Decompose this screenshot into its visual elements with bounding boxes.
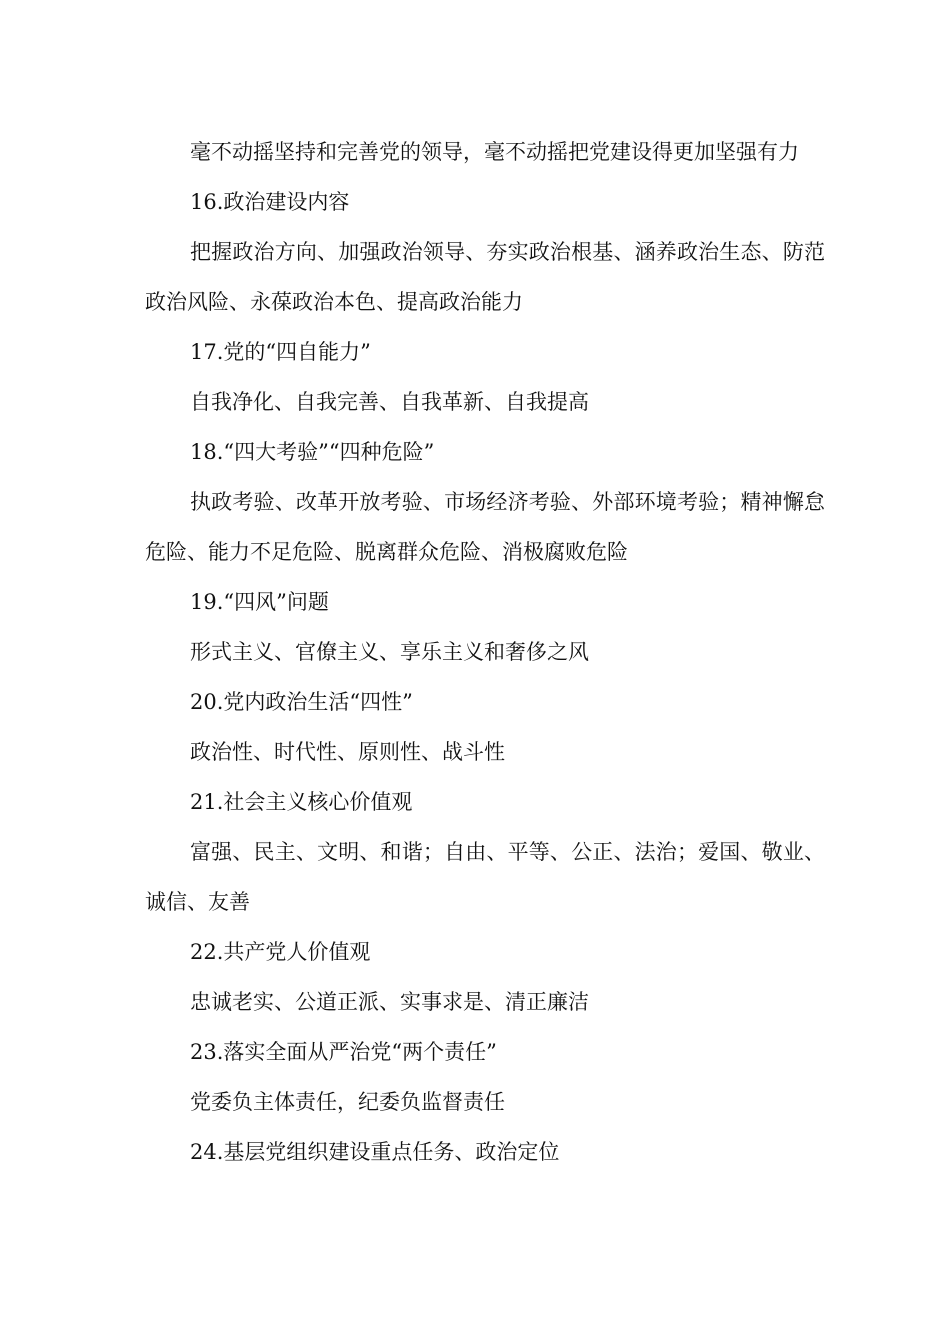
heading-23-two-responsibilities: 23.落实全面从严治党“两个责任” xyxy=(190,1040,497,1064)
document-body xyxy=(145,127,825,1177)
paragraph-four-winds: 形式主义、官僚主义、享乐主义和奢侈之风 xyxy=(190,640,589,664)
heading-21-core-values: 21.社会主义核心价值观 xyxy=(190,790,413,814)
paragraph-core-values: 富强、民主、文明、和谐；自由、平等、公正、法治；爱国、敬业、诚信、友善 xyxy=(145,840,825,914)
paragraph-four-tests-four-dangers: 执政考验、改革开放考验、市场经济考验、外部环境考验；精神懈怠危险、能力不足危险、脱离群众危险、消极腐败危险 xyxy=(145,490,825,564)
paragraph-two-responsibilities: 党委负主体责任，纪委负监督责任 xyxy=(190,1090,505,1114)
heading-22-communist-values: 22.共产党人价值观 xyxy=(190,940,371,964)
heading-16-political-construction: 16.政治建设内容 xyxy=(190,190,350,214)
heading-17-four-self-abilities: 17.党的“四自能力” xyxy=(190,340,371,364)
paragraph-four-characteristics: 政治性、时代性、原则性、战斗性 xyxy=(190,740,505,764)
heading-18-four-tests-four-dangers: 18.“四大考验”“四种危险” xyxy=(190,440,435,464)
paragraph-commitment: 毫不动摇坚持和完善党的领导，毫不动摇把党建设得更加坚强有力 xyxy=(190,140,799,164)
heading-24-grassroots-tasks: 24.基层党组织建设重点任务、政治定位 xyxy=(190,1140,560,1164)
paragraph-political-construction: 把握政治方向、加强政治领导、夯实政治根基、涵养政治生态、防范政治风险、永葆政治本色、提高政治能力 xyxy=(145,240,825,314)
paragraph-four-self-abilities: 自我净化、自我完善、自我革新、自我提高 xyxy=(190,390,589,414)
heading-20-four-characteristics: 20.党内政治生活“四性” xyxy=(190,690,413,714)
heading-19-four-winds: 19.“四风”问题 xyxy=(190,590,329,614)
paragraph-communist-values: 忠诚老实、公道正派、实事求是、清正廉洁 xyxy=(190,990,589,1014)
